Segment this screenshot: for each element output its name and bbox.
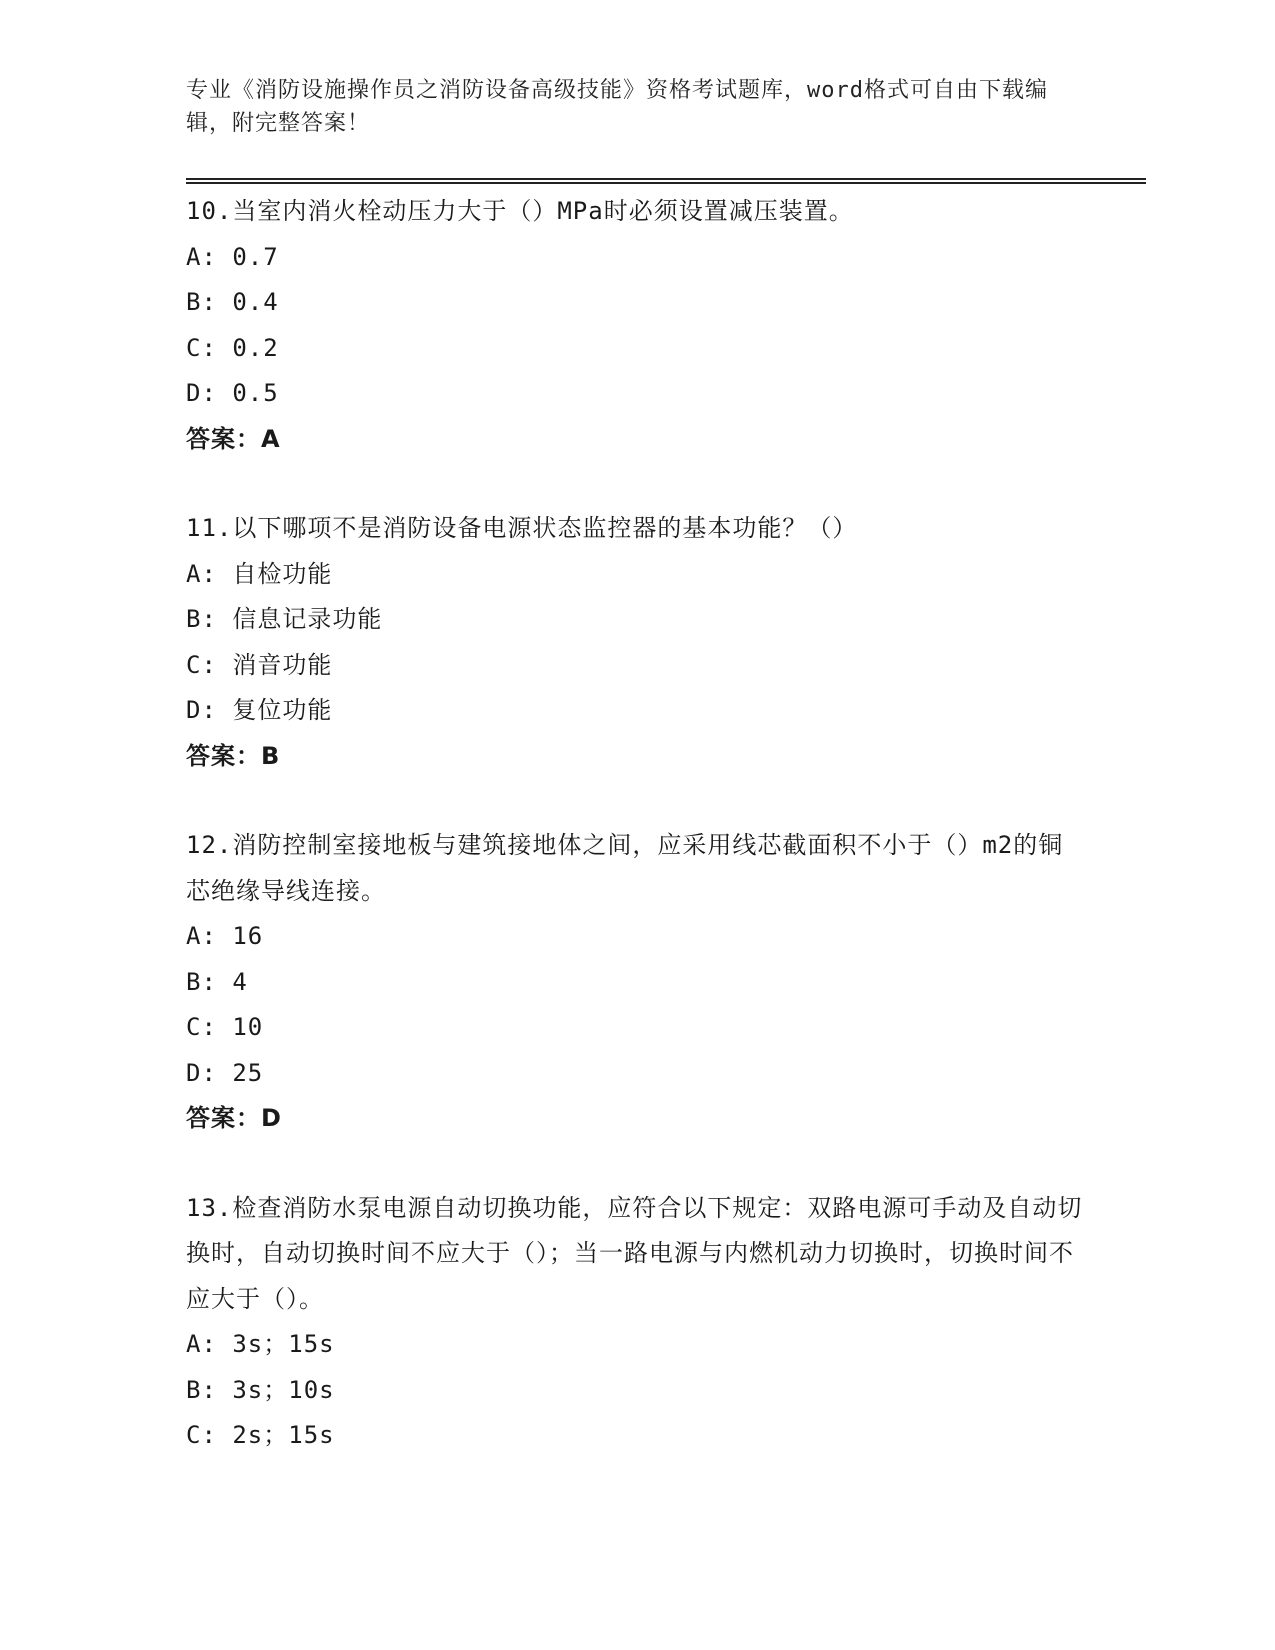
header-rule-top — [186, 178, 1146, 180]
option-b: B: 4 — [186, 967, 248, 996]
question-12 — [186, 823, 1086, 1142]
question-10 — [186, 189, 1086, 462]
answer: 答案：B — [186, 741, 281, 770]
document-header: 专业《消防设施操作员之消防设备高级技能》资格考试题库，word格式可自由下载编辑，附完整答案！ — [186, 78, 1048, 136]
question-11 — [186, 506, 1086, 779]
option-c: C: 消音功能 — [186, 650, 333, 679]
option-c: C: 0.2 — [186, 333, 279, 362]
option-c: C: 2s；15s — [186, 1421, 335, 1449]
option-a: A: 16 — [186, 922, 264, 950]
option-a: A: 3s；15s — [186, 1330, 335, 1358]
question-text: 11.以下哪项不是消防设备电源状态监控器的基本功能？（） — [186, 514, 858, 542]
option-a: A: 自检功能 — [186, 559, 333, 588]
question-text: 12.消防控制室接地板与建筑接地体之间，应采用线芯截面积不小于（）m2的铜芯绝缘导线连接。 — [186, 831, 1064, 905]
question-list — [186, 189, 1086, 1503]
question-text: 13.检查消防水泵电源自动切换功能，应符合以下规定：双路电源可手动及自动切换时，自动切换时间不应大于（）；当一路电源与内燃机动力切换时，切换时间不应大于（）。 — [186, 1193, 1083, 1313]
option-a: A: 0.7 — [186, 242, 279, 271]
question-13 — [186, 1186, 1086, 1459]
option-b: B: 3s；10s — [186, 1375, 335, 1404]
option-d: D: 25 — [186, 1058, 264, 1087]
header-rule-bottom — [186, 182, 1146, 184]
question-text: 10.当室内消火栓动压力大于（）MPa时必须设置减压装置。 — [186, 197, 854, 225]
option-c: C: 10 — [186, 1013, 264, 1041]
answer: 答案：D — [186, 1104, 282, 1132]
option-d: D: 0.5 — [186, 379, 279, 407]
answer: 答案：A — [186, 424, 281, 453]
option-d: D: 复位功能 — [186, 696, 333, 724]
option-b: B: 信息记录功能 — [186, 605, 383, 633]
option-b: B: 0.4 — [186, 288, 279, 316]
